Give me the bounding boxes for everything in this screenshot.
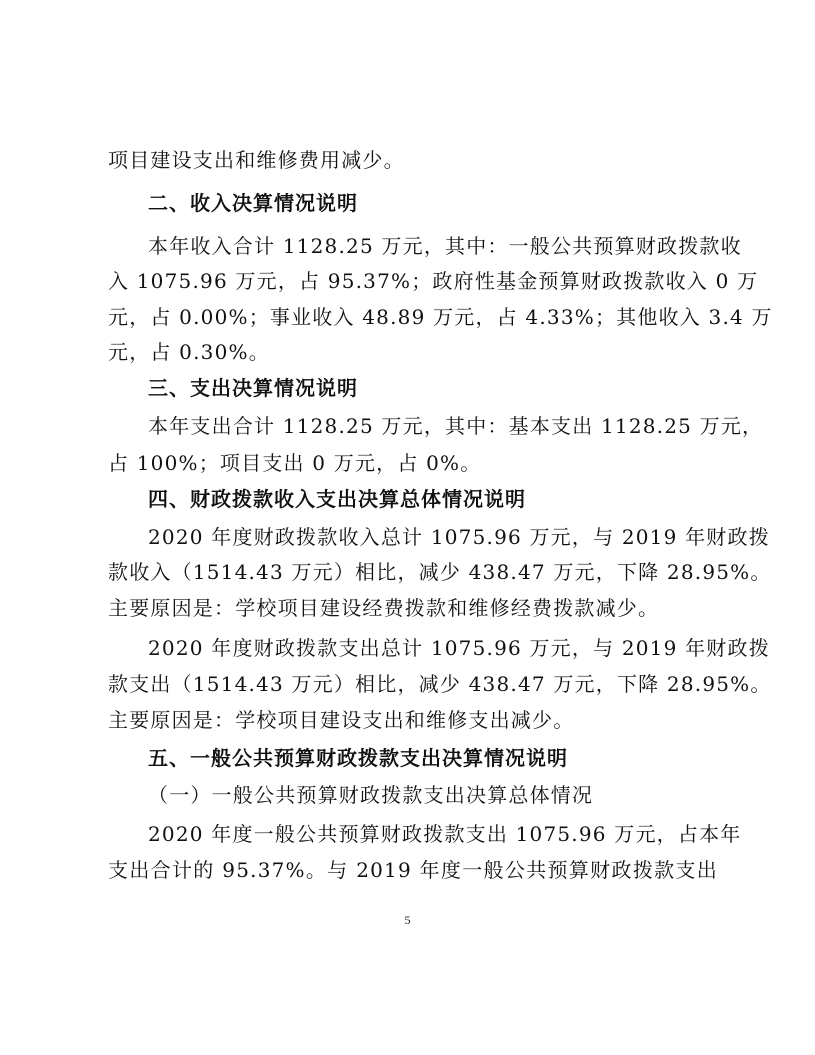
body-text-line: 元，占 0.00%；事业收入 48.89 万元，占 4.33%；其他收入 3.4 万 bbox=[108, 305, 773, 329]
body-text-line: 元，占 0.30%。 bbox=[108, 340, 270, 364]
body-text-line: 项目建设支出和维修费用减少。 bbox=[108, 148, 405, 172]
body-text-line: 支出合计的 95.37%。与 2019 年度一般公共预算财政拨款支出 bbox=[108, 858, 718, 882]
body-text-line: 入 1075.96 万元，占 95.37%；政府性基金预算财政拨款收入 0 万 bbox=[108, 269, 759, 293]
body-text-line: 款支出（1514.43 万元）相比，减少 438.47 万元，下降 28.95%。 bbox=[108, 672, 772, 696]
body-text-line: 主要原因是：学校项目建设支出和维修支出减少。 bbox=[108, 708, 575, 732]
body-text-line: 本年收入合计 1128.25 万元，其中：一般公共预算财政拨款收 bbox=[148, 234, 742, 258]
body-text-line: 本年支出合计 1128.25 万元，其中：基本支出 1128.25 万元， bbox=[148, 414, 764, 438]
body-text-line: 主要原因是：学校项目建设经费拨款和维修经费拨款减少。 bbox=[108, 596, 660, 620]
section-heading-expenditure: 三、支出决算情况说明 bbox=[148, 376, 358, 400]
body-text-line: 款收入（1514.43 万元）相比，减少 438.47 万元，下降 28.95%。 bbox=[108, 560, 772, 584]
body-text-line: 2020 年度财政拨款收入总计 1075.96 万元，与 2019 年财政拨 bbox=[148, 525, 770, 549]
body-text-line: 占 100%；项目支出 0 万元，占 0%。 bbox=[108, 451, 482, 475]
section-heading-fiscal-appropriation: 四、财政拨款收入支出决算总体情况说明 bbox=[148, 487, 526, 511]
body-text-line: 2020 年度财政拨款支出总计 1075.96 万元，与 2019 年财政拨 bbox=[148, 636, 770, 660]
section-heading-income: 二、收入决算情况说明 bbox=[148, 191, 358, 215]
body-text-line: 2020 年度一般公共预算财政拨款支出 1075.96 万元，占本年 bbox=[148, 822, 742, 846]
section-heading-general-budget: 五、一般公共预算财政拨款支出决算情况说明 bbox=[148, 746, 568, 770]
page-number: 5 bbox=[404, 913, 411, 927]
subsection-heading: （一）一般公共预算财政拨款支出决算总体情况 bbox=[148, 783, 594, 807]
